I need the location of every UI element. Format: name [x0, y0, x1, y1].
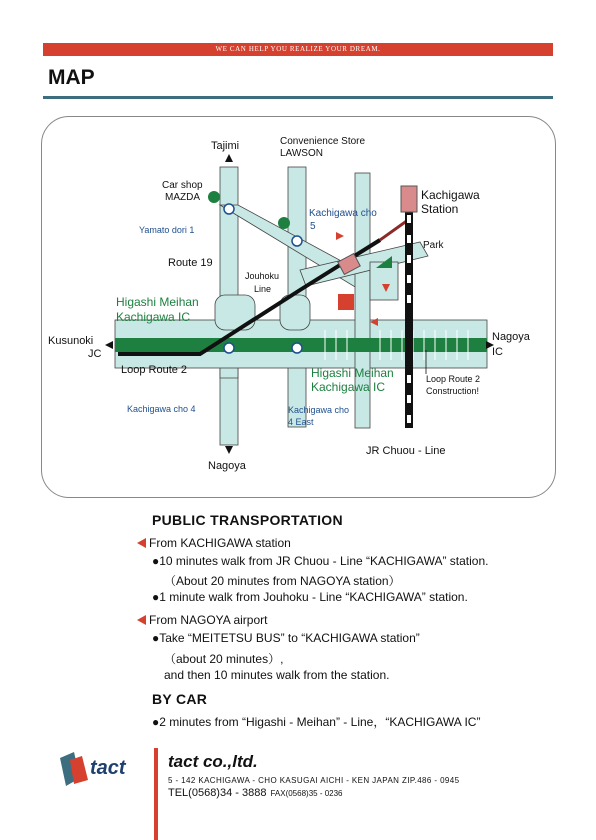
company-name: tact co.,ltd. [168, 752, 258, 771]
transport-line-k2: ●1 minute walk from Jouhoku - Line “KACHIGAWA” station. [152, 590, 468, 604]
label-kcho5b: 5 [310, 221, 316, 232]
transport-line-a1c: and then 10 minutes walk from the station. [164, 668, 390, 682]
page-title: MAP [48, 66, 95, 89]
label-kcho4e1: Kachigawa cho [288, 405, 350, 415]
label-station1: Kachigawa [421, 188, 480, 202]
transport-line-k1b: （About 20 minutes from NAGOYA station） [164, 574, 401, 588]
label-station2: Station [421, 202, 459, 216]
label-jouhoku1: Jouhoku [245, 271, 280, 281]
transport-line-k1: ●10 minutes walk from JR Chuou - Line “KACHIGAWA” station. [152, 554, 489, 568]
label-jouhoku2: Line [254, 284, 272, 294]
transport-line-a1: ●Take “MEITETSU BUS” to “KACHIGAWA station” [152, 631, 420, 645]
label-hm-ic-left2: Kachigawa IC [116, 310, 191, 324]
label-hm-ic-right1: Higashi Meihan [311, 366, 394, 380]
label-conv2: LAWSON [280, 148, 323, 159]
label-kcho4e2: 4 East [288, 417, 314, 427]
label-loop-con2: Construction! [426, 386, 480, 396]
label-loop-con1: Loop Route 2 [426, 374, 481, 384]
label-loop-route2: Loop Route 2 [121, 364, 188, 376]
red-arrow-icon [137, 615, 146, 625]
company-phone [168, 787, 343, 799]
airport-heading [137, 613, 267, 627]
kusunoki-triangle [105, 341, 113, 349]
section-public-transport: PUBLIC TRANSPORTATION [152, 512, 343, 528]
tajimi-triangle [225, 154, 233, 162]
tact-logo [60, 752, 150, 786]
tact-office-marker [338, 294, 354, 310]
label-yamato: Yamato dori 1 [139, 225, 195, 235]
label-kusunoki2: JC [88, 348, 102, 360]
nagoya-triangle [225, 446, 233, 454]
label-carshop1: Car shop [162, 180, 203, 191]
label-hm-ic-right2: Kachigawa IC [311, 380, 386, 394]
slogan-banner: WE CAN HELP YOU REALIZE YOUR DREAM. [43, 43, 553, 56]
label-park: Park [423, 240, 444, 251]
transport-line-a1b: （about 20 minutes）, [164, 652, 284, 666]
label-nagoya-ic2: IC [492, 346, 503, 358]
label-kusunoki1: Kusunoki [48, 335, 94, 347]
label-nagoya-ic1: Nagoya [492, 331, 530, 343]
footer-divider [154, 748, 158, 840]
lawson-marker [278, 217, 290, 229]
jr-chuou-line [405, 200, 413, 428]
kachigawa-heading [137, 536, 291, 550]
label-nagoya: Nagoya [208, 460, 246, 472]
label-route19: Route 19 [168, 257, 213, 269]
logo-text: tact [90, 757, 126, 779]
fax-number: FAX(0568)35 - 0236 [270, 789, 343, 798]
company-address: 5 - 142 KACHIGAWA - CHO KASUGAI AICHI - KEN JAPAN ZIP.486 - 0945 [168, 776, 460, 785]
kachigawa-heading-text: From KACHIGAWA station [149, 536, 291, 550]
car-line-c1: ●2 minutes from “Higashi - Meihan” - Line，“KACHIGAWA IC” [152, 715, 481, 729]
tel-number: TEL(0568)34 - 3888 [168, 787, 267, 799]
label-conv1: Convenience Store [280, 136, 366, 147]
label-kcho4: Kachigawa cho 4 [127, 404, 196, 414]
section-by-car: BY CAR [152, 691, 208, 707]
label-hm-ic-left1: Higashi Meihan [116, 295, 199, 309]
label-tajimi: Tajimi [211, 140, 240, 152]
red-arrow-icon [137, 538, 146, 548]
label-kcho5a: Kachigawa cho [309, 208, 377, 219]
label-carshop2: MAZDA [165, 192, 200, 203]
kachigawa-station-building [401, 186, 417, 212]
mazda-marker [208, 191, 220, 203]
label-jr-chuou: JR Chuou - Line [366, 445, 446, 457]
airport-heading-text: From NAGOYA airport [149, 613, 268, 627]
